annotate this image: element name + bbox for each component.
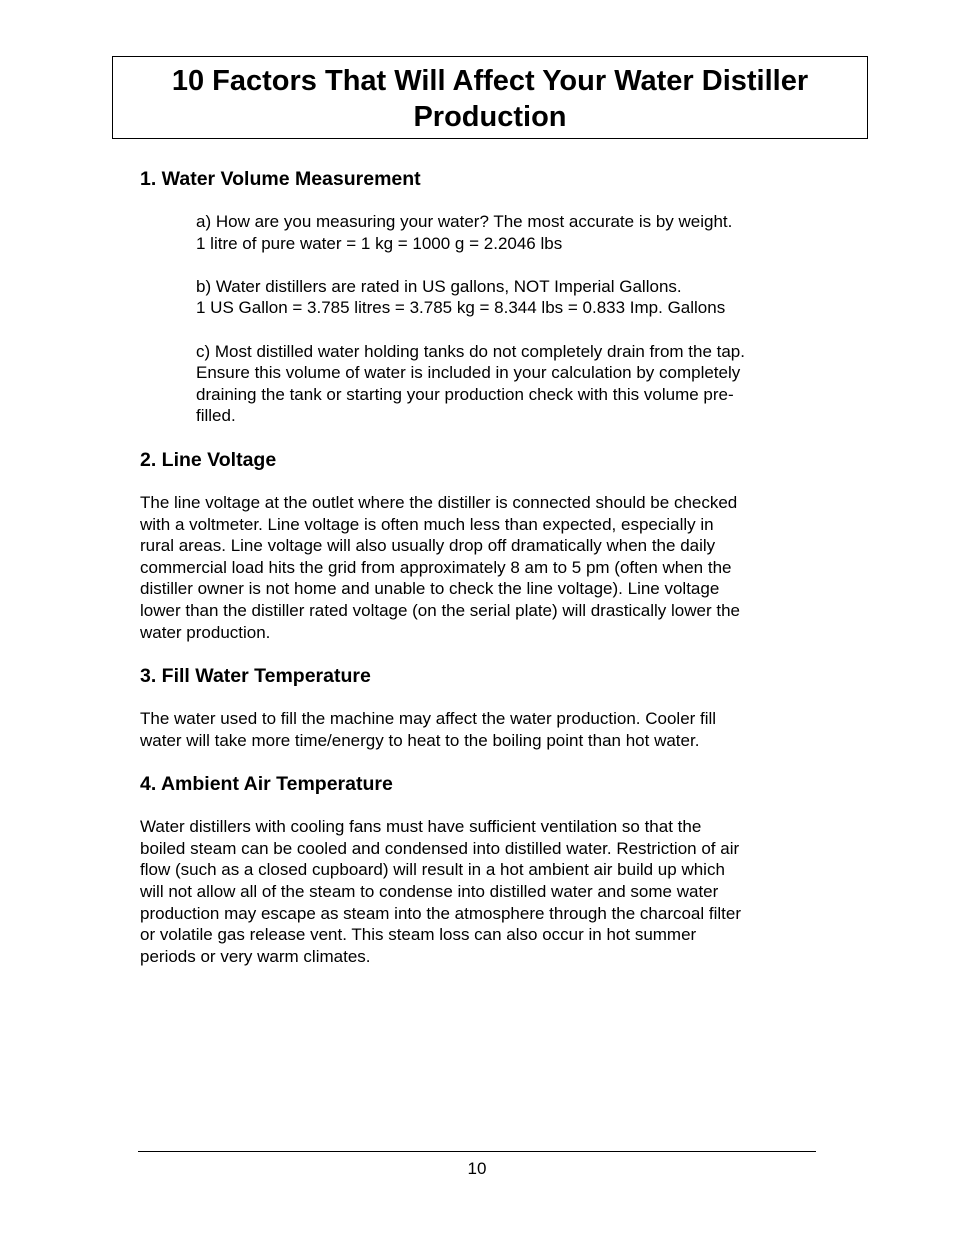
page-title	[172, 61, 808, 135]
text-line: 1 US Gallon = 3.785 litres = 3.785 kg = 8.344 lbs = 0.833 Imp. Gallons	[196, 298, 726, 318]
paragraph-ambient-air-temperature	[140, 816, 820, 967]
text-line: water production.	[140, 622, 271, 642]
section-heading-line-voltage: 2. Line Voltage	[140, 448, 277, 471]
paragraph-line-voltage	[140, 492, 820, 643]
paragraph-1c	[140, 341, 820, 427]
text-line: Ensure this volume of water is included in your calculation by completely	[196, 363, 741, 383]
text-line: periods or very warm climates.	[140, 946, 371, 966]
text-line: production may escape as steam into the atmosphere through the charcoal filter	[140, 903, 742, 923]
text-line: boiled steam can be cooled and condensed into distilled water. Restriction of air	[140, 838, 740, 858]
text-line: filled.	[196, 406, 236, 426]
text-line: lower than the distiller rated voltage (on the serial plate) will drastically lower the	[140, 600, 741, 620]
paragraph-1b	[140, 276, 820, 319]
text-line: rural areas. Line voltage will also usually drop off dramatically when the daily	[140, 536, 716, 556]
text-line: The line voltage at the outlet where the distiller is connected should be checked	[140, 492, 738, 512]
title-line-2: Production	[413, 100, 567, 133]
text-line: or volatile gas release vent. This steam loss can also occur in hot summer	[140, 925, 697, 945]
text-line: Water distillers with cooling fans must have sufficient ventilation so that the	[140, 817, 702, 837]
title-line-1: 10 Factors That Will Affect Your Water Distiller	[171, 64, 809, 97]
text-line: with a voltmeter. Line voltage is often much less than expected, especially in	[140, 514, 714, 534]
title-box	[112, 56, 868, 139]
text-line: The water used to fill the machine may affect the water production. Cooler fill	[140, 709, 717, 729]
text-line: distiller owner is not home and unable to check the line voltage). Line voltage	[140, 579, 720, 599]
paragraph-1a	[140, 211, 820, 254]
paragraph-fill-water-temperature	[140, 708, 820, 751]
text-line: c) Most distilled water holding tanks do not completely drain from the tap.	[196, 341, 745, 361]
text-line: commercial load hits the grid from approximately 8 am to 5 pm (often when the	[140, 557, 732, 577]
text-line: water will take more time/energy to heat to the boiling point than hot water.	[140, 730, 700, 750]
section-heading-water-volume: 1. Water Volume Measurement	[140, 168, 421, 190]
text-line: draining the tank or starting your production check with this volume pre-	[196, 384, 734, 404]
text-line: 1 litre of pure water = 1 kg = 1000 g = 2.2046 lbs	[196, 233, 563, 253]
text-line: a) How are you measuring your water? The most accurate is by weight.	[196, 212, 733, 231]
text-line: b) Water distillers are rated in US gallons, NOT Imperial Gallons.	[196, 276, 682, 296]
text-line: will not allow all of the steam to condense into distilled water and some water	[140, 882, 719, 902]
section-heading-fill-water-temperature: 3. Fill Water Temperature	[140, 665, 371, 688]
document-body	[140, 167, 820, 967]
text-line: flow (such as a closed cupboard) will result in a hot ambient air build up which	[140, 860, 725, 880]
footer-divider	[138, 1151, 816, 1152]
page-number: 10	[467, 1159, 487, 1178]
section-heading-ambient-air-temperature: 4. Ambient Air Temperature	[140, 773, 393, 796]
